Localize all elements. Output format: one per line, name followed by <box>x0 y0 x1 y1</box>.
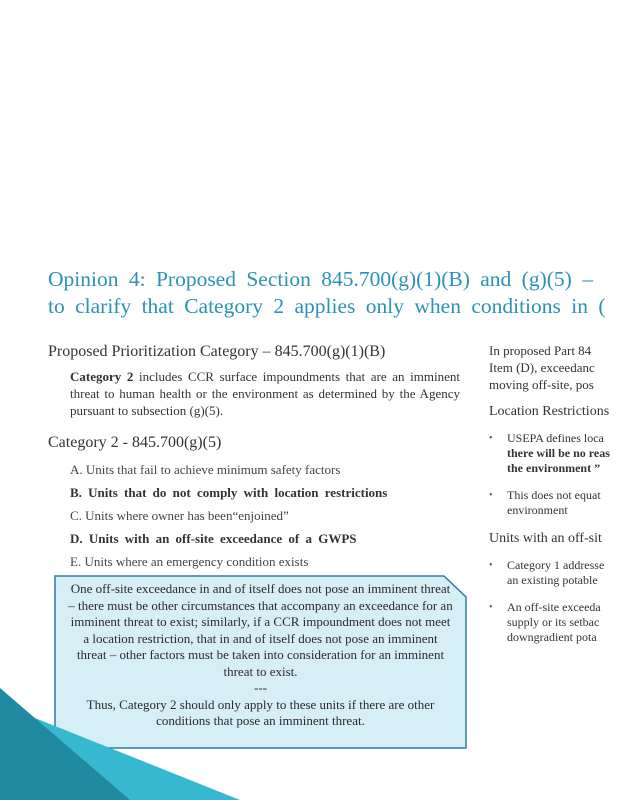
callout-separator: --- <box>254 680 267 695</box>
callout-paragraph-2: Thus, Category 2 should only apply to these units if there are other conditions that pose an imminent threat. <box>86 696 435 728</box>
location-restrictions-heading: Location Restrictions <box>489 404 610 419</box>
corner-dark-triangle <box>0 688 130 800</box>
bullet-dot-icon: • <box>489 602 493 613</box>
category-2-description <box>70 368 460 419</box>
right-column <box>489 342 618 657</box>
corner-decoration <box>0 688 240 800</box>
location-bullets <box>489 431 618 518</box>
right-intro-line-3: moving off-site, pos <box>489 377 594 392</box>
offsite-heading: Units with an off-sit <box>489 531 602 546</box>
criteria-item-b: B. Units that do not comply with location restrictions <box>70 485 388 500</box>
slide-title <box>48 266 618 320</box>
bullet-dot-icon: • <box>489 560 493 571</box>
callout-paragraph-1: One off-site exceedance in and of itself does not pose an imminent threat – there must be other circumstances that accompany an exceedance for an imminent threat to exist; similarly, if a CCR impoundment does not meet a location restriction, that in and of itself does not pose an imminent threat – other factors must be taken into consideration for an imminent threat to exist. <box>68 581 453 679</box>
category-2-heading: Category 2 - 845.700(g)(5) <box>48 434 222 451</box>
category-2-text: includes CCR surface impoundments that are an imminent threat to human health or the environment as determined by the Agency pursuant to subsection (g)(5). <box>70 369 460 418</box>
bullet-dot-icon: • <box>489 490 493 501</box>
category-2-label: Category 2 <box>70 369 134 384</box>
bullet-dot-icon: • <box>489 433 493 444</box>
offsite-bullet-1: • Category 1 addresse an existing potable <box>489 558 605 587</box>
criteria-item-c: C. Units where owner has been“enjoined” <box>70 508 289 523</box>
right-intro-line-2: Item (D), exceedanc <box>489 360 595 375</box>
right-intro-line-1: In proposed Part 84 <box>489 343 592 358</box>
slide-title-line-1: Opinion 4: Proposed Section 845.700(g)(1)(B) and (g)(5) – <box>48 267 593 291</box>
slide-title-line-2: to clarify that Category 2 applies only when conditions in ( <box>48 294 606 318</box>
prioritization-heading: Proposed Prioritization Category – 845.700(g)(1)(B) <box>48 343 386 360</box>
offsite-bullets <box>489 558 618 645</box>
offsite-bullet-2: • An off-site exceeda supply or its setbac downgradient pota <box>489 600 601 644</box>
location-bullet-2: • This does not equat environment <box>489 488 601 517</box>
location-bullet-1: • USEPA defines loca there will be no reas the environment ” <box>489 431 610 475</box>
criteria-item-a: A. Units that fail to achieve minimum safety factors <box>70 462 341 477</box>
left-column <box>48 342 468 573</box>
category-2-criteria-list <box>70 458 468 573</box>
criteria-item-d: D. Units with an off-site exceedance of a GWPS <box>70 531 357 546</box>
criteria-item-e: E. Units where an emergency condition exists <box>70 554 309 569</box>
